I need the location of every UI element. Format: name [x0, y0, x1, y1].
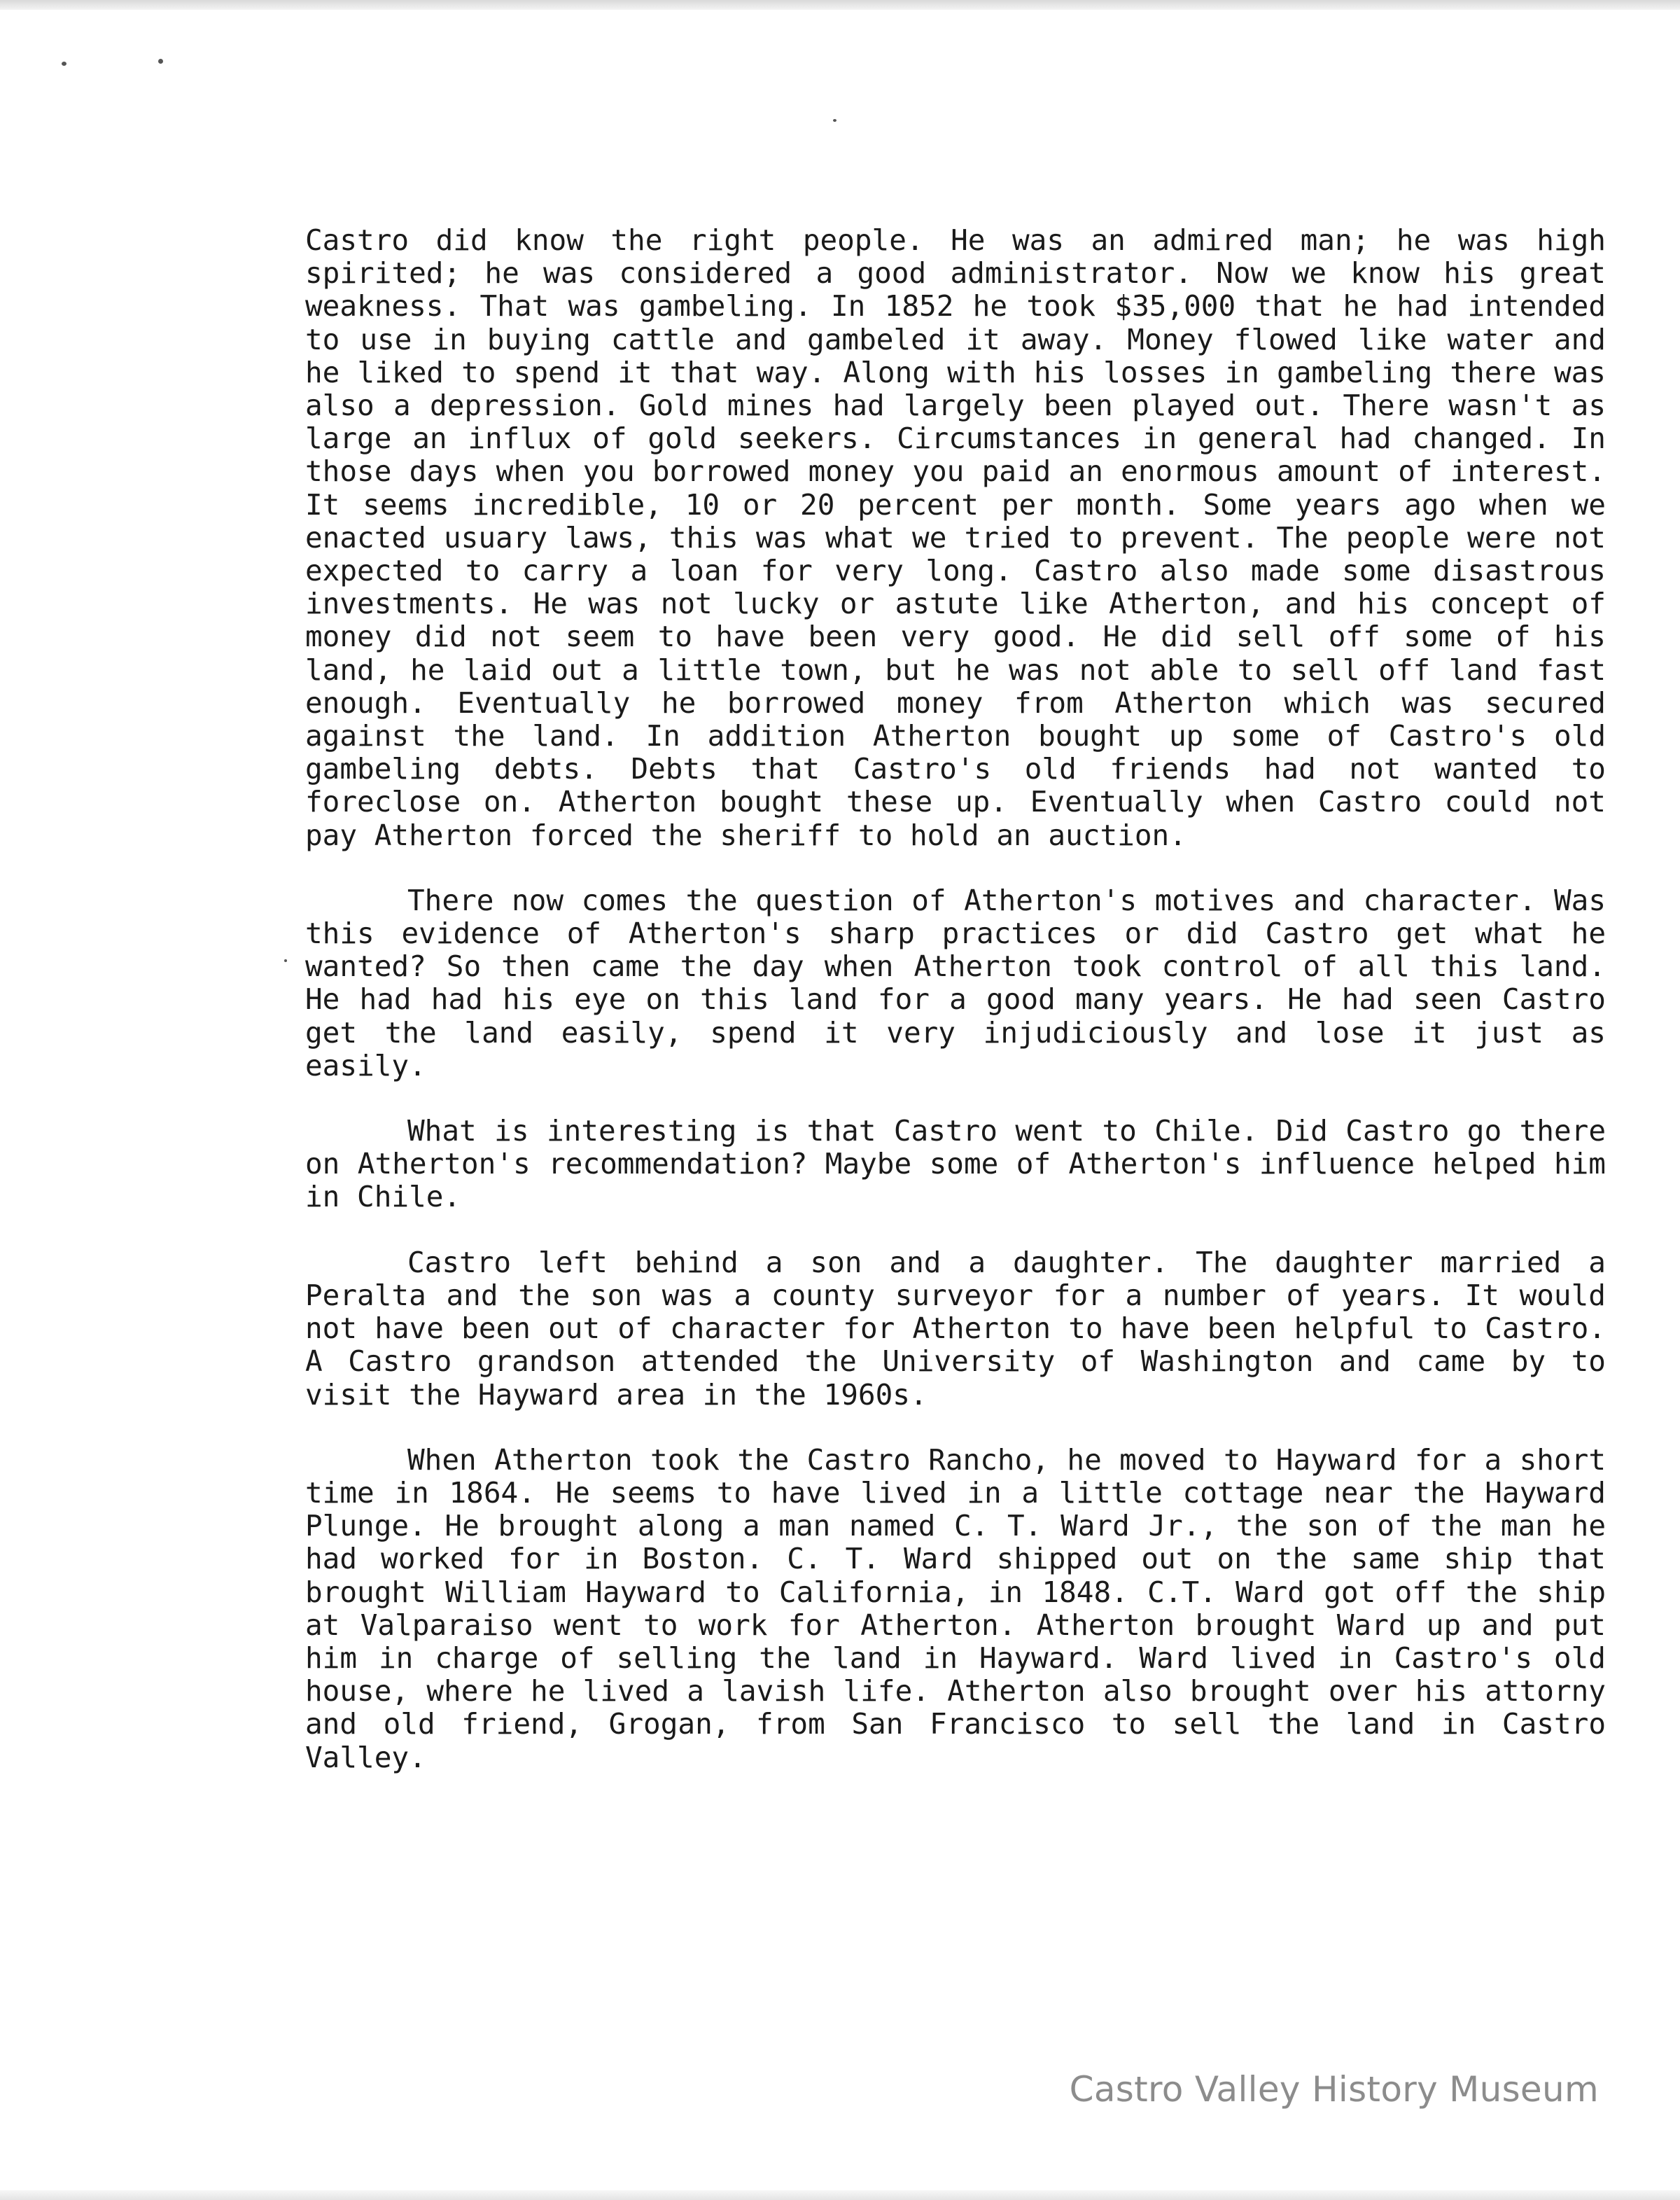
- scan-speck: [284, 959, 287, 962]
- scan-speck: [833, 119, 836, 122]
- paragraph-atherton-hayward: When Atherton took the Castro Rancho, he moved to Hayward for a short time in 1864. He seems to have lived in a little cottage near the Hayward Plunge. He brought along a man named C. T. Ward Jr., the son of the man he had worked for in Boston. C. T. Ward shipped out on the same ship that brought William Hayward to California, in 1848. C.T. Ward got off the ship at Valparaiso went to work for Atherton. Atherton brought Ward up and put him in charge of selling the land in Hayward. Ward lived in Castro's old house, where he lived a lavish life. Atherton also brought over his attorny and old friend, Grogan, from San Francisco to sell the land in Castro Valley.: [305, 1442, 1606, 1774]
- paragraph-castro-chile: What is interesting is that Castro went to Chile. Did Castro go there on Atherton's recommendation? Maybe some of Atherton's influence helped him in Chile.: [305, 1114, 1606, 1214]
- paragraph-castro-family: Castro left behind a son and a daughter. The daughter married a Peralta and the son was a county surveyor for a number of years. It would not have been out of character for Atherton to have been helpful to Castro. A Castro grandson attended the University of Washington and came by to visit the Hayward area in the 1960s.: [305, 1245, 1606, 1412]
- paragraph-atherton-motives: There now comes the question of Atherton's motives and character. Was this evidence of Atherton's sharp practices or did Castro get what he wanted? So then came the day when Atherton took control of all this land. He had had his eye on this land for a good many years. He had seen Castro get the land easily, spend it very injudiciously and lose it just as easily.: [305, 883, 1606, 1082]
- scan-speck: [158, 59, 163, 64]
- paragraph-castro-finances: Castro did know the right people. He was an admired man; he was high spirited; he was considered a good administrator. Now we know his great weakness. That was gambeling. In 1852 he took $35,000 that he had intended to use in buying cattle and gambeled it away. Money flowed like water and he liked to spend it that way. Along with his losses in gambeling there was also a depression. Gold mines had largely been played out. There wasn't as large an influx of gold seekers. Circumstances in general had changed. In those days when you borrowed money you paid an enormous amount of interest. It seems incredible, 10 or 20 percent per month. Some years ago when we enacted usuary laws, this was what we tried to prevent. The people were not expected to carry a loan for very long. Castro also made some disastrous investments. He was not lucky or astute like Atherton, and his concept of money did not seem to have been very good. He did sell off some of his land, he laid out a little town, but he was not able to sell off land fast enough. Eventually he borrowed money from Atherton which was secured against the land. In addition Atherton bought up some of Castro's old gambeling debts. Debts that Castro's old friends had not wanted to foreclose on. Atherton bought these up. Eventually when Castro could not pay Atherton forced the sheriff to hold an auction.: [305, 223, 1606, 852]
- document-body: [305, 224, 1606, 1806]
- museum-watermark: Castro Valley History Museum: [1069, 2069, 1599, 2110]
- scan-speck: [62, 62, 66, 66]
- scan-bottom-edge: [0, 2190, 1680, 2200]
- scan-top-edge: [0, 0, 1680, 10]
